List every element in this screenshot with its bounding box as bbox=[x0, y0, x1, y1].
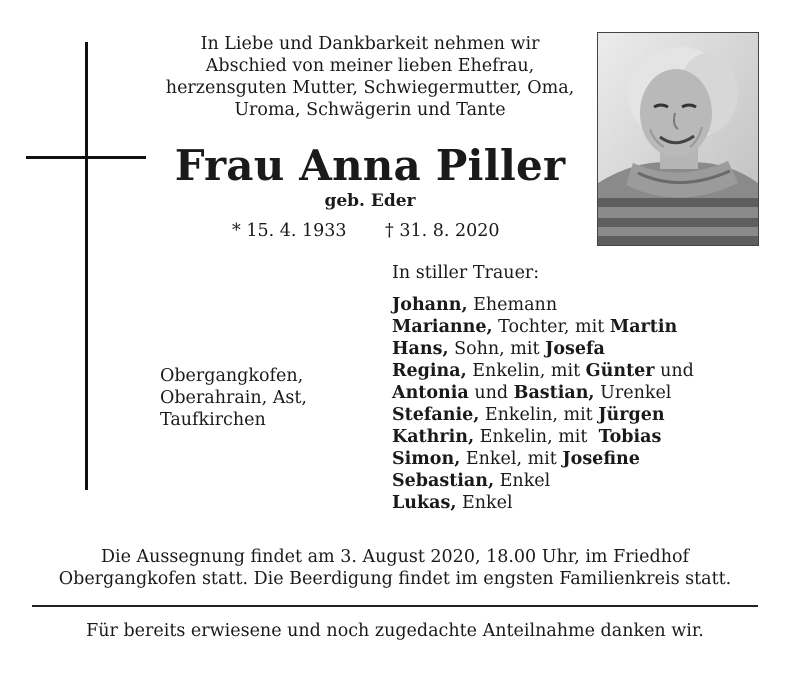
mourner-relation: Enkel bbox=[494, 471, 551, 491]
mourner-name: Jürgen bbox=[598, 405, 665, 425]
mourner-line bbox=[392, 316, 694, 338]
thanks-text: Für bereits erwiesene und noch zugedachte Anteilnahme danken wir. bbox=[86, 621, 704, 641]
cross-horizontal-bar bbox=[26, 156, 146, 159]
mourner-name: Simon, bbox=[392, 449, 461, 469]
intro-text bbox=[140, 33, 600, 121]
mourner-list bbox=[392, 294, 694, 514]
intro-line: Uroma, Schwägerin und Tante bbox=[234, 100, 506, 120]
mourner-name: Marianne, bbox=[392, 317, 493, 337]
mourner-line bbox=[392, 382, 694, 404]
cross-vertical-bar bbox=[85, 42, 88, 490]
mourner-line bbox=[392, 426, 694, 448]
mourner-line bbox=[392, 470, 694, 492]
mourner-line bbox=[392, 492, 694, 514]
mourner-name: Regina, bbox=[392, 361, 467, 381]
mourners-block bbox=[392, 262, 694, 514]
maiden-name: geb. Eder bbox=[324, 191, 416, 211]
mourner-relation: Urenkel bbox=[594, 383, 672, 403]
mourner-name: Josefine bbox=[562, 449, 640, 469]
place-line: Taufkirchen bbox=[160, 410, 266, 430]
mourner-relation: Enkelin, mit bbox=[466, 361, 586, 381]
mourner-relation: Enkel bbox=[456, 493, 513, 513]
mourner-name: Josefa bbox=[545, 339, 605, 359]
mourner-relation: Sohn, mit bbox=[448, 339, 546, 359]
mourner-name: Lukas, bbox=[392, 493, 457, 513]
mourner-name: Johann, bbox=[392, 295, 468, 315]
funeral-info bbox=[20, 546, 770, 590]
funeral-line: Die Aussegnung findet am 3. August 2020, 18.00 Uhr, im Friedhof bbox=[100, 547, 690, 567]
mourner-name: Antonia bbox=[392, 383, 469, 403]
mourner-line bbox=[392, 338, 694, 360]
mourner-name: Bastian, bbox=[513, 383, 595, 403]
mourner-name: Martin bbox=[609, 317, 678, 337]
mourner-name: Hans, bbox=[392, 339, 449, 359]
place-line: Oberahrain, Ast, bbox=[160, 388, 307, 408]
mourner-relation: Enkelin, mit bbox=[474, 427, 599, 447]
mourner-name: Kathrin, bbox=[392, 427, 475, 447]
intro-line: herzensguten Mutter, Schwiegermutter, Oma, bbox=[165, 78, 575, 98]
mourner-relation: Tochter, mit bbox=[492, 317, 610, 337]
intro-line: In Liebe und Dankbarkeit nehmen wir bbox=[200, 34, 540, 54]
portrait-illustration bbox=[598, 33, 758, 245]
funeral-line: Obergangkofen statt. Die Beerdigung findet im engsten Familienkreis statt. bbox=[58, 569, 732, 589]
mourner-relation: Ehemann bbox=[467, 295, 558, 315]
portrait-photo bbox=[597, 32, 759, 246]
birth-date: * 15. 4. 1933 bbox=[232, 221, 347, 241]
mourner-line bbox=[392, 360, 694, 382]
intro-line: Abschied von meiner lieben Ehefrau, bbox=[205, 56, 535, 76]
mourner-name: Günter bbox=[585, 361, 655, 381]
deceased-name: Frau Anna Piller bbox=[174, 141, 566, 190]
mourner-line bbox=[392, 448, 694, 470]
mourner-relation: und bbox=[468, 383, 514, 403]
mourner-name: Stefanie, bbox=[392, 405, 480, 425]
mourner-name: Sebastian, bbox=[392, 471, 495, 491]
death-date: † 31. 8. 2020 bbox=[385, 221, 500, 241]
mourner-name: Tobias bbox=[598, 427, 662, 447]
places-block bbox=[160, 365, 307, 431]
mourner-relation: und bbox=[654, 361, 694, 381]
mourner-line bbox=[392, 404, 694, 426]
mourner-relation: Enkel, mit bbox=[460, 449, 563, 469]
mourners-heading: In stiller Trauer: bbox=[392, 263, 540, 283]
divider bbox=[32, 605, 758, 607]
mourner-line bbox=[392, 294, 694, 316]
place-line: Obergangkofen, bbox=[160, 366, 304, 386]
mourner-relation: Enkelin, mit bbox=[479, 405, 599, 425]
